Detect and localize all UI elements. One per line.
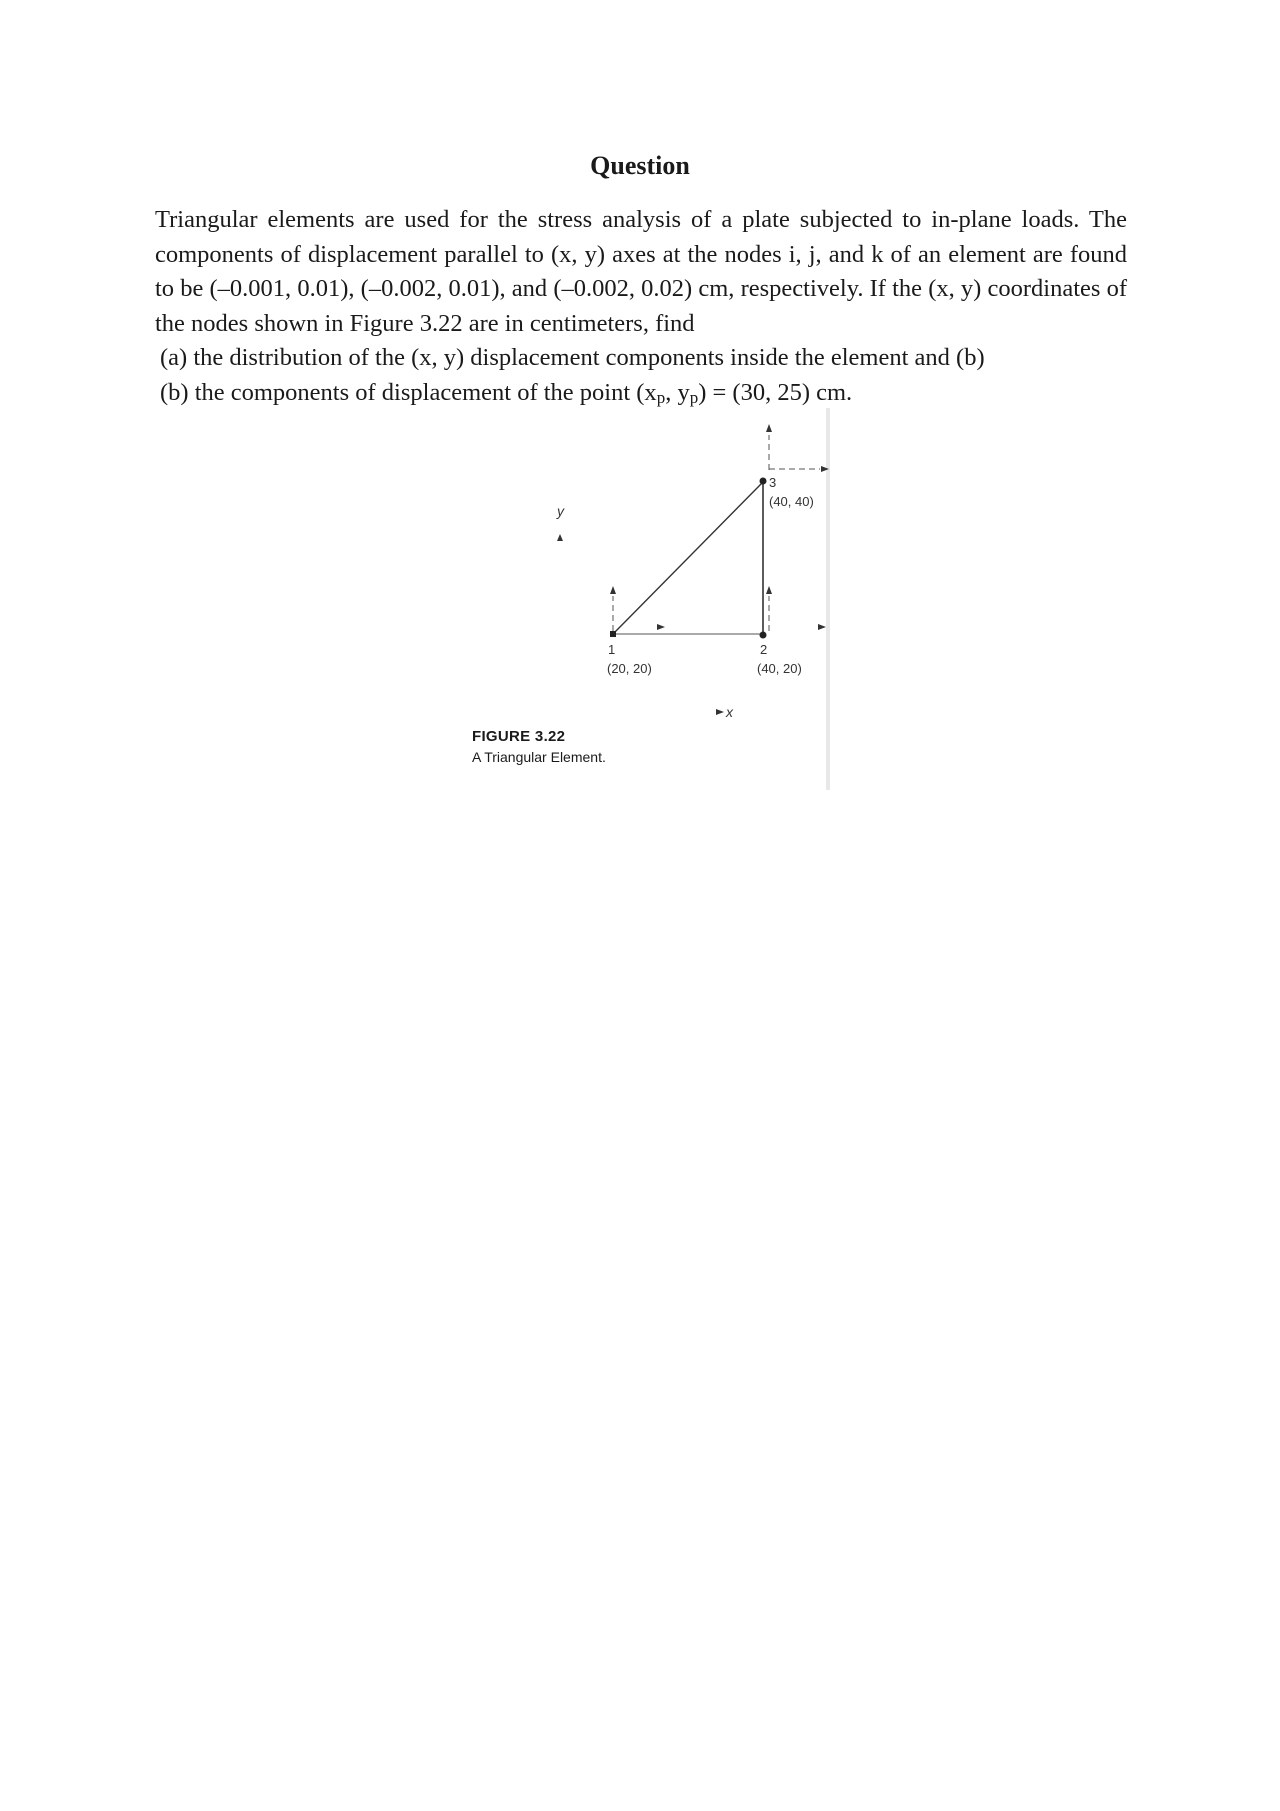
- node-1-u-arrow: [657, 624, 665, 630]
- part-b-subscript-y: p: [689, 388, 699, 407]
- question-part-a: (a) the distribution of the (x, y) displacement components inside the element and (b): [160, 344, 985, 371]
- page-title: Question: [590, 151, 690, 180]
- node-2-coordinates: (40, 20): [757, 661, 802, 676]
- node-3-coordinates: (40, 40): [769, 494, 814, 509]
- global-x-axis-arrow: [716, 709, 724, 715]
- global-y-axis-label: y: [557, 503, 564, 519]
- figure-right-border: [826, 408, 830, 790]
- part-b-prefix: (b) the components of displacement of the point (x: [160, 379, 657, 406]
- node-1-marker: [610, 631, 616, 637]
- node-2-v-arrow: [766, 586, 772, 594]
- node-1-label: 1: [608, 642, 616, 657]
- node-2-u-arrow: [818, 624, 826, 630]
- part-b-suffix: ) = (30, 25) cm.: [698, 379, 853, 406]
- part-b-subscript-x: p: [656, 388, 666, 407]
- part-b-mid: , y: [665, 379, 690, 406]
- node-3-label: 3: [769, 475, 777, 490]
- node-2-label: 2: [760, 642, 768, 657]
- question-part-b: [160, 376, 1130, 416]
- node-3-u-arrow: [821, 466, 829, 472]
- triangle-edge-1-3: [613, 482, 763, 634]
- question-paragraph: Triangular elements are used for the stress analysis of a plate subjected to in-plane loads. The components of displacement parallel to (x, y) axes at the nodes i, j, and k of an element are found to be (–0.001, 0.01), (–0.002, 0.01), and (–0.002, 0.02) cm, respectively. If the (x, y) coordinates of the nodes shown in Figure 3.22 are in centimeters, find: [155, 206, 1127, 337]
- node-1-v-arrow: [610, 586, 616, 594]
- node-3-v-arrow: [766, 424, 772, 432]
- figure-caption-text: A Triangular Element.: [472, 749, 606, 765]
- global-x-axis-label: x: [726, 704, 733, 720]
- node-3-marker: [760, 478, 767, 485]
- figure-caption-title: FIGURE 3.22: [472, 728, 566, 745]
- node-1-coordinates: (20, 20): [607, 661, 652, 676]
- node-2-marker: [760, 632, 767, 639]
- global-y-axis-arrow: [557, 534, 563, 541]
